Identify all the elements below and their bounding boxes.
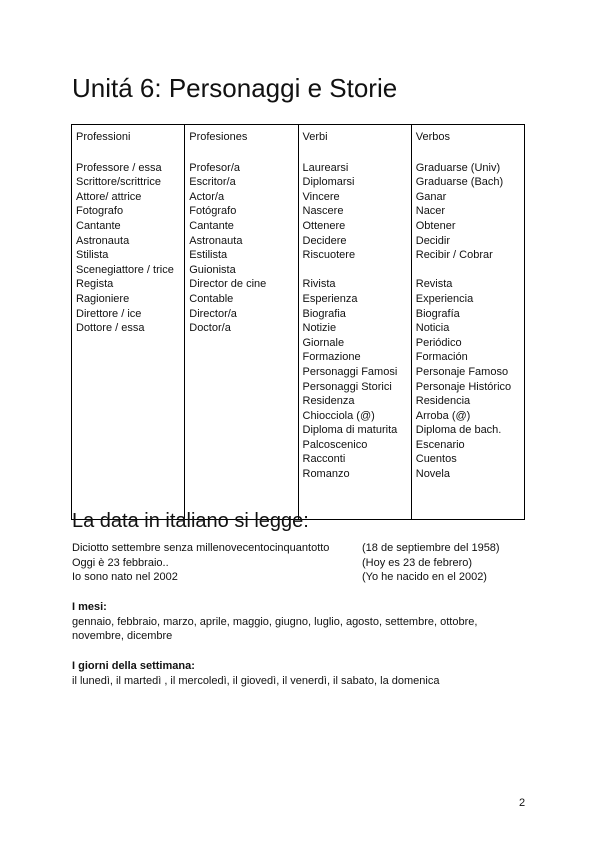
spanish-translation: (18 de septiembre del 1958) (362, 542, 500, 554)
table-cell-word: Residenza (302, 395, 355, 408)
table-cell-word: Nascere (302, 205, 344, 218)
table-cell-word: Formazione (302, 351, 361, 364)
table-cell-word: Arroba (@) (415, 409, 471, 422)
header-professioni: Professioni (72, 125, 185, 145)
spanish-translation: (Hoy es 23 de febrero) (362, 556, 473, 569)
spanish-translation: (Yo he nacido en el 2002) (362, 571, 487, 584)
table-cell-word: Escritor/a (189, 176, 236, 189)
table-cell-word: Diplomarsi (302, 176, 355, 189)
table-cell-word: Recibir / Cobrar (415, 249, 493, 262)
table-cell-word: Racconti (302, 453, 346, 466)
table-cell-word: Giornale (302, 336, 345, 349)
page-number: 2 (519, 797, 526, 809)
table-cell-word: Esperienza (302, 292, 358, 305)
table-cell-word: Experiencia (415, 292, 474, 305)
weekdays-section (72, 659, 492, 688)
table-cell-word: Formación (415, 351, 468, 364)
table-cell-word: Laurearsi (302, 161, 349, 174)
column-verbos (411, 145, 524, 520)
table-cell-word: Cuentos (415, 453, 457, 466)
word-list-verbos (416, 161, 520, 482)
column-profesiones (185, 145, 298, 520)
table-cell-word: Director/a (189, 307, 237, 320)
table-cell-word: Noticia (415, 322, 450, 335)
table-cell-word: Ragioniere (76, 292, 130, 305)
table-cell-word: Scrittore/scrittrice (76, 176, 161, 189)
page-title: Unitá 6: Personaggi e Storie (72, 73, 398, 103)
italian-example: Io sono nato nel 2002 (72, 571, 178, 584)
word-list-profesiones (189, 161, 293, 336)
table-cell-word: Romanzo (302, 468, 350, 481)
table-cell-word: Obtener (415, 219, 456, 232)
table-cell-word: Contable (189, 292, 234, 305)
table-cell-word: Periódico (415, 336, 462, 349)
table-cell-word: Personaje Histórico (415, 380, 512, 393)
table-cell-word: Residencia (415, 395, 471, 408)
table-cell-word: Ganar (415, 190, 447, 203)
column-professioni (72, 145, 185, 520)
table-cell-word (416, 263, 520, 278)
table-cell-word: Estilista (189, 249, 228, 262)
italian-example: Diciotto settembre senza millenovecentocinquantotto (72, 542, 330, 554)
word-list-professioni (76, 161, 180, 336)
months-title: I mesi: (72, 601, 107, 613)
table-cell-word: Guionista (189, 263, 236, 276)
table-cell-word: Cantante (189, 219, 234, 232)
table-cell-word: Attore/ attrice (76, 190, 142, 203)
table-cell-word: Graduarse (Bach) (415, 176, 504, 189)
table-cell-word: Biografia (302, 307, 346, 320)
table-cell-word: Personaggi Storici (302, 380, 392, 393)
weekdays-title: I giorni della settimana: (72, 660, 195, 672)
table-cell-word: Fotógrafo (189, 205, 237, 218)
date-examples (72, 541, 542, 585)
table-header-row (72, 125, 525, 145)
table-cell-word: Professore / essa (76, 161, 162, 174)
date-example-line (72, 556, 542, 571)
table-body-row (72, 145, 525, 520)
date-example-line (72, 541, 542, 556)
table-cell-word: Palcoscenico (302, 438, 368, 451)
header-verbi: Verbi (298, 125, 411, 145)
table-cell-word: Chiocciola (@) (302, 409, 375, 422)
table-cell-word: Decidere (302, 234, 347, 247)
header-verbos: Verbos (411, 125, 524, 145)
table-cell-word: Fotografo (76, 205, 124, 218)
table-cell-word: Graduarse (Univ) (415, 161, 501, 174)
weekdays-list: il lunedì, il martedì , il mercoledì, il giovedì, il venerdì, il sabato, la domenica (72, 674, 440, 687)
table-cell-word: Director de cine (189, 278, 267, 291)
table-cell-word: Decidir (415, 234, 450, 247)
months-section (72, 600, 492, 644)
table-cell-word: Notizie (302, 322, 337, 335)
table-cell-word: Cantante (76, 219, 121, 232)
table-cell-word: Personaje Famoso (415, 365, 509, 378)
table-cell-word: Diploma di maturita (302, 424, 398, 437)
table-cell-word: Biografía (415, 307, 460, 320)
table-cell-word: Regista (76, 278, 114, 291)
table-cell-word: Vincere (302, 190, 340, 203)
table-cell-word: Diploma de bach. (415, 424, 502, 437)
table-cell-word: Astronauta (76, 234, 130, 247)
table-cell-word: Dottore / essa (76, 322, 145, 335)
table-cell-word: Personaggi Famosi (302, 365, 398, 378)
table-cell-word: Riscuotere (302, 249, 356, 262)
italian-example: Oggi è 23 febbraio.. (72, 556, 169, 569)
table-cell-word: Actor/a (189, 190, 225, 203)
word-list-verbi (303, 161, 407, 482)
table-cell-word: Nacer (415, 205, 446, 218)
months-list: gennaio, febbraio, marzo, aprile, maggio, giugno, luglio, agosto, settembre, ottobre, novembre, dicembre (72, 615, 478, 643)
table-cell-word: Novela (415, 468, 450, 481)
table-cell-word: Revista (415, 278, 453, 291)
table-cell-word: Direttore / ice (76, 307, 142, 320)
table-cell-word: Astronauta (189, 234, 243, 247)
header-profesiones: Profesiones (185, 125, 298, 145)
table-cell-word (303, 263, 407, 278)
vocabulary-table (71, 124, 525, 520)
table-cell-word: Rivista (302, 278, 336, 291)
date-section-heading: La data in italiano si legge: (72, 510, 309, 532)
table-cell-word: Scenegiattore / trice (76, 263, 174, 276)
column-verbi (298, 145, 411, 520)
table-cell-word: Stilista (76, 249, 109, 262)
date-example-line (72, 570, 542, 585)
table-cell-word: Ottenere (302, 219, 346, 232)
table-cell-word: Escenario (415, 438, 465, 451)
table-cell-word: Doctor/a (189, 322, 231, 335)
table-cell-word: Profesor/a (189, 161, 240, 174)
